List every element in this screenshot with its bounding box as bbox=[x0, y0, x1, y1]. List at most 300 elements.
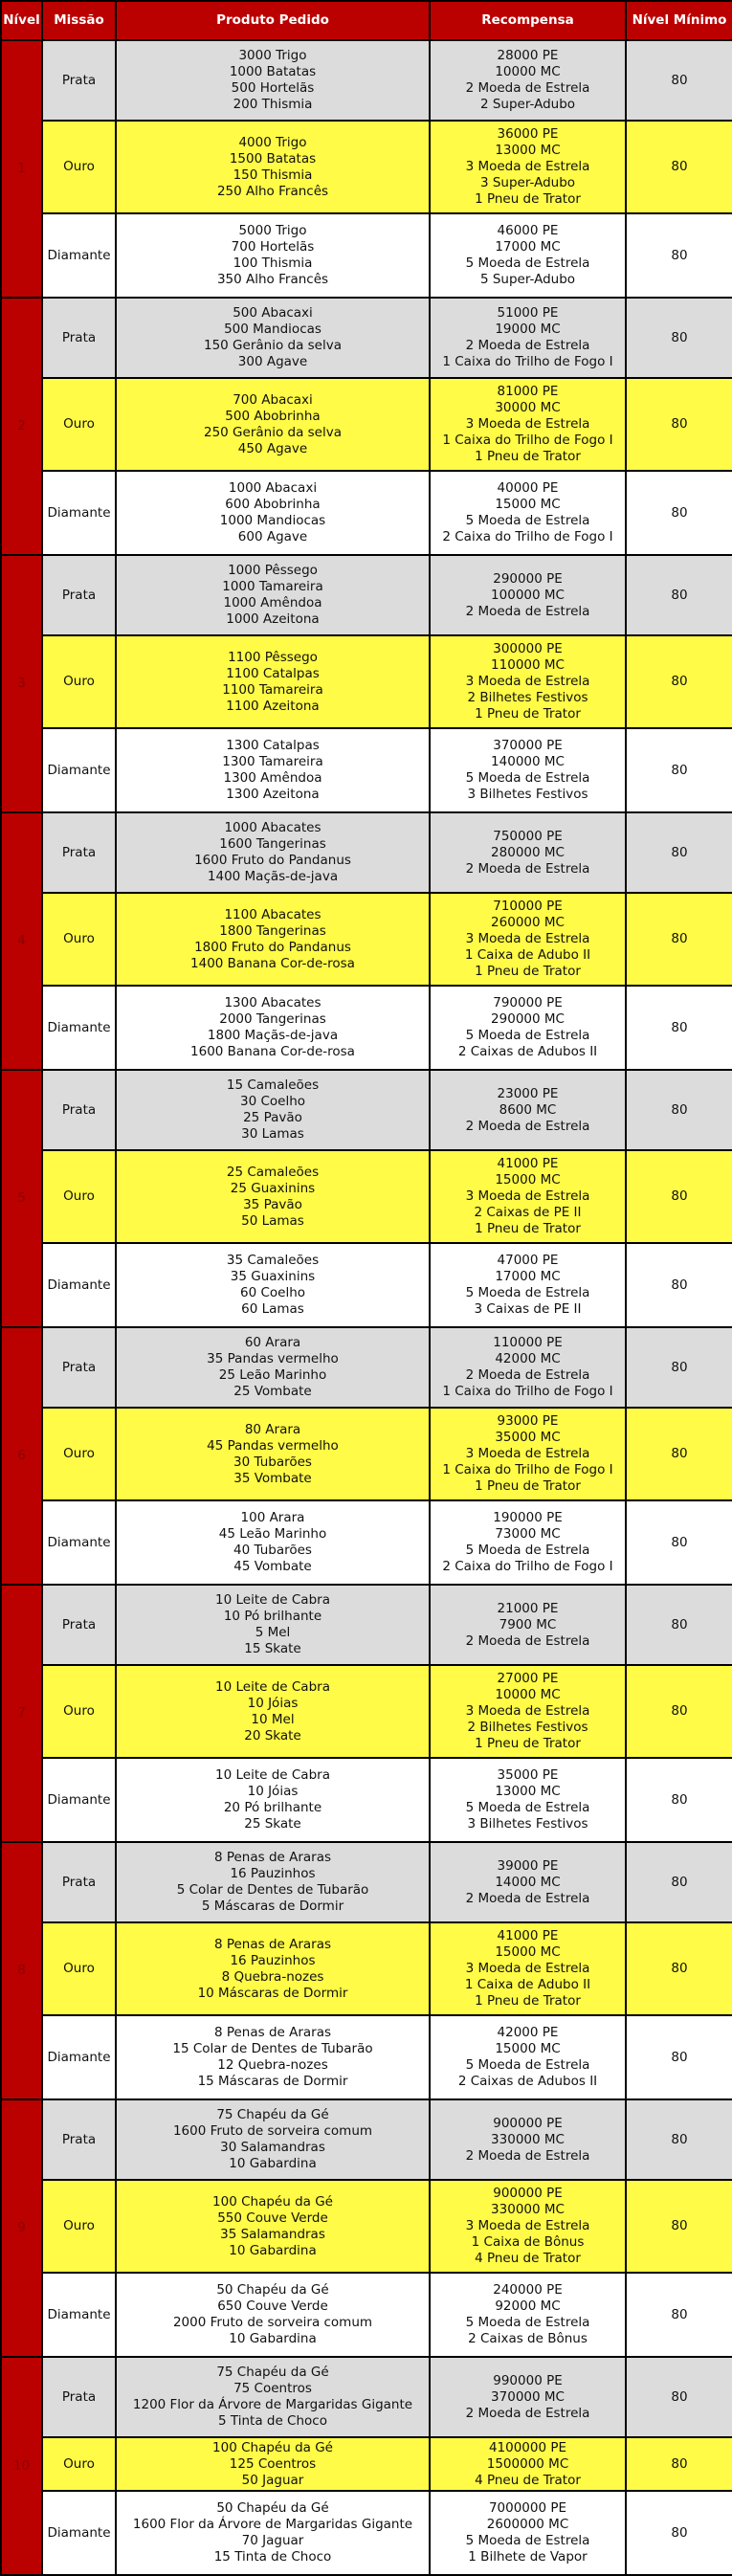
table-row bbox=[1, 213, 732, 298]
product-cell bbox=[116, 2099, 430, 2180]
reward-line: 1 Caixa do Trilho de Fogo I bbox=[442, 1384, 613, 1399]
product-cell bbox=[116, 893, 430, 986]
reward-line: 15000 MC bbox=[495, 497, 561, 512]
reward-line: 2 Moeda de Estrela bbox=[465, 1118, 590, 1134]
reward-line: 15000 MC bbox=[495, 1944, 561, 1960]
reward-cell bbox=[430, 893, 626, 986]
reward-line: 2 Moeda de Estrela bbox=[465, 338, 590, 353]
min-level-cell: 80 bbox=[626, 2099, 732, 2180]
product-line: 1800 Tangerinas bbox=[219, 922, 326, 939]
reward-line: 3 Caixas de PE II bbox=[474, 1301, 582, 1317]
product-line: 8 Penas de Araras bbox=[213, 1850, 332, 1865]
reward-line: 3 Moeda de Estrela bbox=[465, 674, 590, 689]
product-line: 16 Pauzinhos bbox=[230, 1952, 316, 1968]
product-line: 5 Colar de Dentes de Tubarão bbox=[176, 1882, 369, 1898]
product-line: 1000 Tamareira bbox=[222, 579, 323, 594]
product-cell bbox=[116, 1070, 430, 1150]
mission-cell: Ouro bbox=[42, 378, 116, 471]
product-line: 25 Leão Marinho bbox=[218, 1367, 327, 1383]
reward-cell bbox=[430, 728, 626, 812]
reward-line: 3 Moeda de Estrela bbox=[465, 1961, 590, 1976]
mission-cell: Ouro bbox=[42, 1922, 116, 2015]
reward-line: 15000 MC bbox=[495, 1172, 561, 1188]
product-line: 10 Jóias bbox=[247, 1784, 299, 1799]
level-cell: 3 bbox=[1, 555, 42, 812]
mission-cell: Ouro bbox=[42, 1150, 116, 1243]
reward-cell bbox=[430, 2015, 626, 2099]
reward-line: 5 Moeda de Estrela bbox=[465, 1028, 590, 1043]
reward-cell bbox=[430, 1243, 626, 1327]
product-line: 1100 Tamareira bbox=[222, 681, 323, 698]
reward-line: 710000 PE bbox=[493, 899, 563, 914]
table-row bbox=[1, 1243, 732, 1327]
table-row bbox=[1, 40, 732, 121]
min-level-cell: 80 bbox=[626, 1500, 732, 1585]
reward-line: 3 Moeda de Estrela bbox=[465, 1446, 590, 1461]
reward-line: 8600 MC bbox=[499, 1101, 557, 1118]
reward-line: 36000 PE bbox=[497, 126, 559, 142]
product-line: 35 Guaxinins bbox=[230, 1269, 316, 1284]
reward-line: 2 Caixas de Adubos II bbox=[457, 1044, 598, 1059]
mission-cell: Prata bbox=[42, 1842, 116, 1922]
reward-line: 2 Moeda de Estrela bbox=[465, 80, 590, 96]
reward-line: 3 Bilhetes Festivos bbox=[467, 787, 588, 802]
min-level-cell: 80 bbox=[626, 2180, 732, 2273]
reward-cell bbox=[430, 1585, 626, 1665]
product-line: 25 Guaxinins bbox=[230, 1180, 316, 1196]
reward-cell bbox=[430, 378, 626, 471]
reward-line: 2 Super-Adubo bbox=[479, 97, 576, 112]
reward-line: 35000 PE bbox=[497, 1767, 559, 1783]
product-line: 80 Arara bbox=[244, 1421, 301, 1437]
min-level-cell: 80 bbox=[626, 635, 732, 728]
reward-line: 330000 MC bbox=[491, 2131, 565, 2147]
mission-cell: Ouro bbox=[42, 1408, 116, 1500]
reward-line: 2 Moeda de Estrela bbox=[465, 603, 590, 619]
min-level-cell: 80 bbox=[626, 1758, 732, 1842]
table-row bbox=[1, 986, 732, 1070]
reward-line: 3 Moeda de Estrela bbox=[465, 931, 590, 946]
table-body bbox=[1, 40, 732, 2575]
reward-line: 190000 PE bbox=[493, 1510, 563, 1525]
header-row bbox=[1, 1, 732, 40]
product-line: 1600 Fruto do Pandanus bbox=[194, 853, 351, 868]
product-line: 50 Lamas bbox=[241, 1212, 304, 1229]
product-line: 75 Coentros bbox=[233, 2381, 312, 2396]
reward-line: 42000 PE bbox=[497, 2025, 559, 2040]
product-cell bbox=[116, 1665, 430, 1758]
product-line: 4000 Trigo bbox=[238, 134, 307, 150]
product-cell bbox=[116, 1150, 430, 1243]
min-level-cell: 80 bbox=[626, 121, 732, 213]
product-line: 1300 Abacates bbox=[224, 995, 322, 1010]
min-level-cell: 80 bbox=[626, 378, 732, 471]
product-cell bbox=[116, 635, 430, 728]
product-line: 50 Jaguar bbox=[241, 2472, 304, 2488]
reward-line: 5 Moeda de Estrela bbox=[465, 2315, 590, 2330]
product-line: 16 Pauzinhos bbox=[230, 1866, 316, 1881]
product-line: 10 Gabardina bbox=[229, 2331, 317, 2346]
reward-cell bbox=[430, 2273, 626, 2357]
product-line: 20 Skate bbox=[244, 1727, 301, 1743]
table-row bbox=[1, 728, 732, 812]
mission-cell: Ouro bbox=[42, 1665, 116, 1758]
table-row bbox=[1, 471, 732, 555]
level-cell: 10 bbox=[1, 2357, 42, 2575]
reward-line: 46000 PE bbox=[497, 223, 559, 238]
product-line: 40 Tubarões bbox=[233, 1543, 312, 1558]
mission-cell: Diamante bbox=[42, 1758, 116, 1842]
min-level-cell: 80 bbox=[626, 1070, 732, 1150]
table-row bbox=[1, 1842, 732, 1922]
reward-line: 4 Pneu de Trator bbox=[475, 2472, 581, 2488]
product-line: 15 Máscaras de Dormir bbox=[197, 2074, 348, 2089]
reward-line: 750000 PE bbox=[493, 828, 563, 844]
min-level-cell: 80 bbox=[626, 2491, 732, 2575]
reward-line: 7900 MC bbox=[499, 1616, 557, 1632]
min-level-cell: 80 bbox=[626, 2437, 732, 2491]
product-line: 50 Chapéu da Gé bbox=[216, 2500, 329, 2516]
table-row bbox=[1, 1758, 732, 1842]
reward-line: 260000 MC bbox=[491, 915, 565, 930]
reward-line: 1 Pneu de Trator bbox=[475, 191, 581, 207]
product-cell bbox=[116, 1243, 430, 1327]
product-line: 650 Couve Verde bbox=[217, 2298, 328, 2314]
reward-line: 1 Pneu de Trator bbox=[475, 1736, 581, 1751]
product-cell bbox=[116, 2437, 430, 2491]
product-line: 100 Chapéu da Gé bbox=[212, 2439, 333, 2455]
reward-cell bbox=[430, 2491, 626, 2575]
reward-cell bbox=[430, 2180, 626, 2273]
reward-cell bbox=[430, 986, 626, 1070]
product-line: 450 Agave bbox=[237, 440, 308, 456]
mission-cell: Ouro bbox=[42, 635, 116, 728]
product-line: 1600 Fruto de sorveira comum bbox=[172, 2123, 373, 2139]
product-line: 250 Alho Francês bbox=[216, 183, 329, 199]
product-cell bbox=[116, 1408, 430, 1500]
reward-line: 900000 PE bbox=[493, 2115, 563, 2131]
reward-line: 2 Moeda de Estrela bbox=[465, 1632, 590, 1649]
reward-line: 900000 PE bbox=[493, 2186, 563, 2201]
level-cell: 5 bbox=[1, 1070, 42, 1327]
reward-line: 2 Caixa do Trilho de Fogo I bbox=[442, 1559, 613, 1574]
product-line: 30 Lamas bbox=[241, 1126, 304, 1142]
product-line: 700 Hortelãs bbox=[231, 239, 315, 255]
level-cell: 6 bbox=[1, 1327, 42, 1585]
table-row bbox=[1, 812, 732, 893]
product-line: 1600 Banana Cor-de-rosa bbox=[190, 1044, 355, 1059]
reward-line: 5 Moeda de Estrela bbox=[465, 513, 590, 528]
table-row bbox=[1, 1327, 732, 1408]
product-cell bbox=[116, 298, 430, 378]
reward-line: 5 Moeda de Estrela bbox=[465, 1543, 590, 1558]
reward-cell bbox=[430, 1070, 626, 1150]
reward-line: 2600000 MC bbox=[486, 2517, 569, 2532]
reward-line: 41000 PE bbox=[497, 1156, 559, 1171]
table-row bbox=[1, 2491, 732, 2575]
product-line: 15 Skate bbox=[244, 1641, 301, 1656]
product-line: 50 Chapéu da Gé bbox=[216, 2282, 329, 2298]
product-line: 35 Vombate bbox=[233, 1470, 312, 1486]
reward-line: 2 Moeda de Estrela bbox=[465, 2405, 590, 2421]
reward-line: 1 Pneu de Trator bbox=[475, 706, 581, 722]
product-line: 1400 Banana Cor-de-rosa bbox=[190, 955, 355, 971]
product-cell bbox=[116, 1500, 430, 1585]
min-level-cell: 80 bbox=[626, 1842, 732, 1922]
mission-cell: Prata bbox=[42, 40, 116, 121]
reward-line: 290000 PE bbox=[493, 570, 563, 587]
mission-cell: Ouro bbox=[42, 2180, 116, 2273]
mission-cell: Ouro bbox=[42, 2437, 116, 2491]
reward-line: 30000 MC bbox=[495, 400, 561, 415]
product-line: 70 Jaguar bbox=[241, 2533, 304, 2548]
reward-line: 17000 MC bbox=[495, 1269, 561, 1284]
reward-line: 240000 PE bbox=[493, 2282, 563, 2298]
product-line: 1000 Abacaxi bbox=[228, 480, 318, 496]
min-level-cell: 80 bbox=[626, 298, 732, 378]
product-line: 500 Abobrinha bbox=[225, 408, 321, 424]
min-level-cell: 80 bbox=[626, 2273, 732, 2357]
mission-cell: Diamante bbox=[42, 471, 116, 555]
product-cell bbox=[116, 471, 430, 555]
product-line: 10 Jóias bbox=[247, 1695, 299, 1711]
product-line: 5 Máscaras de Dormir bbox=[201, 1899, 344, 1914]
header-mission: Missão bbox=[42, 1, 116, 40]
product-line: 30 Tubarões bbox=[233, 1454, 312, 1470]
product-line: 5 Tinta de Choco bbox=[218, 2413, 327, 2429]
mission-cell: Diamante bbox=[42, 1243, 116, 1327]
product-cell bbox=[116, 2273, 430, 2357]
min-level-cell: 80 bbox=[626, 893, 732, 986]
reward-line: 1 Caixa do Trilho de Fogo I bbox=[442, 1462, 613, 1477]
reward-line: 73000 MC bbox=[495, 1526, 561, 1542]
reward-cell bbox=[430, 1922, 626, 2015]
product-line: 45 Leão Marinho bbox=[218, 1526, 327, 1542]
reward-line: 2 Moeda de Estrela bbox=[465, 1367, 590, 1383]
product-line: 1100 Abacates bbox=[224, 906, 322, 922]
product-line: 200 Thismia bbox=[233, 97, 313, 112]
product-cell bbox=[116, 2357, 430, 2437]
product-line: 1000 Azeitona bbox=[226, 611, 320, 627]
reward-line: 41000 PE bbox=[497, 1928, 559, 1943]
reward-line: 21000 PE bbox=[497, 1600, 559, 1616]
product-cell bbox=[116, 1922, 430, 2015]
product-line: 150 Gerânio da selva bbox=[204, 338, 342, 353]
reward-line: 19000 MC bbox=[495, 322, 561, 337]
product-cell bbox=[116, 40, 430, 121]
mission-cell: Prata bbox=[42, 555, 116, 635]
min-level-cell: 80 bbox=[626, 471, 732, 555]
header-level: Nível bbox=[1, 1, 42, 40]
level-cell: 4 bbox=[1, 812, 42, 1070]
mission-cell: Prata bbox=[42, 298, 116, 378]
product-line: 10 Leite de Cabra bbox=[215, 1592, 330, 1608]
product-cell bbox=[116, 121, 430, 213]
reward-cell bbox=[430, 1408, 626, 1500]
min-level-cell: 80 bbox=[626, 986, 732, 1070]
product-line: 25 Pavão bbox=[243, 1110, 302, 1125]
reward-line: 93000 PE bbox=[497, 1413, 559, 1429]
mission-cell: Prata bbox=[42, 1585, 116, 1665]
product-line: 10 Gabardina bbox=[229, 2156, 317, 2171]
table-row bbox=[1, 2180, 732, 2273]
product-line: 10 Gabardina bbox=[229, 2242, 317, 2258]
product-line: 15 Camaleões bbox=[226, 1077, 320, 1093]
reward-line: 5 Moeda de Estrela bbox=[465, 770, 590, 786]
reward-line: 3 Moeda de Estrela bbox=[465, 1703, 590, 1719]
product-line: 1000 Batatas bbox=[229, 64, 317, 79]
reward-line: 3 Moeda de Estrela bbox=[465, 1188, 590, 1204]
table-row bbox=[1, 378, 732, 471]
product-line: 35 Pandas vermelho bbox=[207, 1351, 339, 1366]
reward-cell bbox=[430, 2357, 626, 2437]
reward-line: 81000 PE bbox=[497, 384, 559, 399]
product-line: 45 Vombate bbox=[233, 1559, 312, 1574]
min-level-cell: 80 bbox=[626, 2015, 732, 2099]
mission-cell: Ouro bbox=[42, 893, 116, 986]
reward-line: 2 Caixas de Bônus bbox=[468, 2331, 588, 2346]
product-line: 25 Vombate bbox=[233, 1384, 312, 1399]
reward-line: 290000 MC bbox=[491, 1011, 565, 1027]
header-reward: Recompensa bbox=[430, 1, 626, 40]
reward-line: 1 Caixa de Adubo II bbox=[464, 947, 591, 963]
table-row bbox=[1, 1585, 732, 1665]
reward-line: 990000 PE bbox=[493, 2372, 563, 2388]
table-row bbox=[1, 2015, 732, 2099]
product-line: 1500 Batatas bbox=[229, 150, 317, 167]
table-row bbox=[1, 2357, 732, 2437]
min-level-cell: 80 bbox=[626, 555, 732, 635]
reward-line: 4100000 PE bbox=[488, 2439, 567, 2455]
reward-line: 3 Moeda de Estrela bbox=[465, 416, 590, 432]
product-line: 300 Agave bbox=[237, 354, 308, 369]
reward-line: 3 Bilhetes Festivos bbox=[467, 1816, 588, 1832]
product-line: 1300 Amêndoa bbox=[223, 770, 322, 786]
min-level-cell: 80 bbox=[626, 40, 732, 121]
product-line: 1100 Pêssego bbox=[228, 649, 318, 665]
min-level-cell: 80 bbox=[626, 2357, 732, 2437]
product-cell bbox=[116, 378, 430, 471]
min-level-cell: 80 bbox=[626, 728, 732, 812]
product-line: 500 Hortelãs bbox=[231, 80, 315, 96]
product-line: 1600 Flor da Árvore de Margaridas Gigante bbox=[132, 2517, 413, 2532]
mission-cell: Prata bbox=[42, 2357, 116, 2437]
reward-cell bbox=[430, 1150, 626, 1243]
product-cell bbox=[116, 555, 430, 635]
reward-line: 1 Caixa do Trilho de Fogo I bbox=[442, 354, 613, 369]
reward-line: 1 Pneu de Trator bbox=[475, 449, 581, 464]
reward-line: 2 Bilhetes Festivos bbox=[467, 690, 588, 705]
reward-line: 13000 MC bbox=[495, 1784, 561, 1799]
product-line: 2000 Tangerinas bbox=[219, 1011, 326, 1027]
reward-line: 5 Super-Adubo bbox=[479, 272, 576, 287]
reward-line: 2 Moeda de Estrela bbox=[465, 1890, 590, 1906]
product-line: 500 Abacaxi bbox=[233, 305, 313, 321]
product-cell bbox=[116, 2180, 430, 2273]
reward-cell bbox=[430, 40, 626, 121]
reward-cell bbox=[430, 471, 626, 555]
reward-cell bbox=[430, 2099, 626, 2180]
product-line: 1300 Tamareira bbox=[222, 754, 323, 769]
reward-line: 2 Caixa do Trilho de Fogo I bbox=[442, 529, 613, 544]
reward-cell bbox=[430, 1500, 626, 1585]
product-line: 10 Leite de Cabra bbox=[215, 1767, 330, 1783]
reward-line: 51000 PE bbox=[497, 305, 559, 321]
product-line: 1000 Amêndoa bbox=[223, 595, 322, 611]
reward-line: 110000 PE bbox=[493, 1335, 563, 1350]
reward-line: 27000 PE bbox=[497, 1671, 559, 1686]
mission-cell: Diamante bbox=[42, 2015, 116, 2099]
product-line: 45 Pandas vermelho bbox=[207, 1437, 339, 1454]
product-line: 1000 Abacates bbox=[224, 820, 322, 835]
product-cell bbox=[116, 1327, 430, 1408]
product-cell bbox=[116, 812, 430, 893]
reward-line: 3 Super-Adubo bbox=[479, 175, 576, 190]
product-line: 25 Skate bbox=[244, 1816, 301, 1832]
product-cell bbox=[116, 1758, 430, 1842]
mission-cell: Diamante bbox=[42, 2273, 116, 2357]
reward-line: 3 Moeda de Estrela bbox=[465, 159, 590, 174]
product-line: 1000 Mandiocas bbox=[219, 513, 326, 528]
product-line: 30 Coelho bbox=[239, 1094, 306, 1109]
reward-line: 23000 PE bbox=[497, 1085, 559, 1101]
reward-line: 5 Moeda de Estrela bbox=[465, 1285, 590, 1300]
reward-line: 1 Pneu de Trator bbox=[475, 964, 581, 979]
product-line: 1100 Catalpas bbox=[226, 665, 320, 681]
reward-line: 40000 PE bbox=[497, 480, 559, 496]
min-level-cell: 80 bbox=[626, 1150, 732, 1243]
level-cell: 1 bbox=[1, 40, 42, 298]
reward-cell bbox=[430, 298, 626, 378]
reward-cell bbox=[430, 635, 626, 728]
product-line: 8 Penas de Araras bbox=[213, 2025, 332, 2040]
product-line: 600 Abobrinha bbox=[225, 497, 321, 512]
level-cell: 9 bbox=[1, 2099, 42, 2357]
product-line: 12 Quebra-nozes bbox=[217, 2057, 328, 2073]
product-line: 25 Camaleões bbox=[226, 1164, 320, 1180]
reward-line: 100000 MC bbox=[491, 587, 565, 603]
table-row bbox=[1, 2273, 732, 2357]
product-line: 20 Pó brilhante bbox=[223, 1800, 322, 1815]
reward-line: 15000 MC bbox=[495, 2041, 561, 2056]
reward-cell bbox=[430, 2437, 626, 2491]
product-line: 500 Mandiocas bbox=[224, 322, 322, 337]
reward-line: 14000 MC bbox=[495, 1874, 561, 1890]
reward-line: 35000 MC bbox=[495, 1430, 561, 1445]
reward-line: 1 Caixa do Trilho de Fogo I bbox=[442, 433, 613, 448]
product-line: 700 Abacaxi bbox=[233, 391, 313, 408]
product-line: 250 Gerânio da selva bbox=[204, 424, 342, 440]
min-level-cell: 80 bbox=[626, 1408, 732, 1500]
product-line: 1400 Maçãs-de-java bbox=[207, 869, 339, 884]
table-row bbox=[1, 1070, 732, 1150]
reward-line: 47000 PE bbox=[497, 1253, 559, 1268]
reward-line: 2 Bilhetes Festivos bbox=[467, 1720, 588, 1735]
min-level-cell: 80 bbox=[626, 1327, 732, 1408]
reward-line: 1500000 MC bbox=[486, 2455, 569, 2472]
reward-line: 10000 MC bbox=[495, 1687, 561, 1702]
table-row bbox=[1, 555, 732, 635]
product-line: 3000 Trigo bbox=[238, 48, 307, 63]
header-product: Produto Pedido bbox=[116, 1, 430, 40]
product-line: 1000 Pêssego bbox=[228, 563, 318, 578]
table-row bbox=[1, 893, 732, 986]
table-row bbox=[1, 1408, 732, 1500]
table-row bbox=[1, 1500, 732, 1585]
reward-line: 3 Moeda de Estrela bbox=[465, 2218, 590, 2233]
product-line: 1800 Fruto do Pandanus bbox=[194, 939, 351, 955]
mission-cell: Prata bbox=[42, 2099, 116, 2180]
